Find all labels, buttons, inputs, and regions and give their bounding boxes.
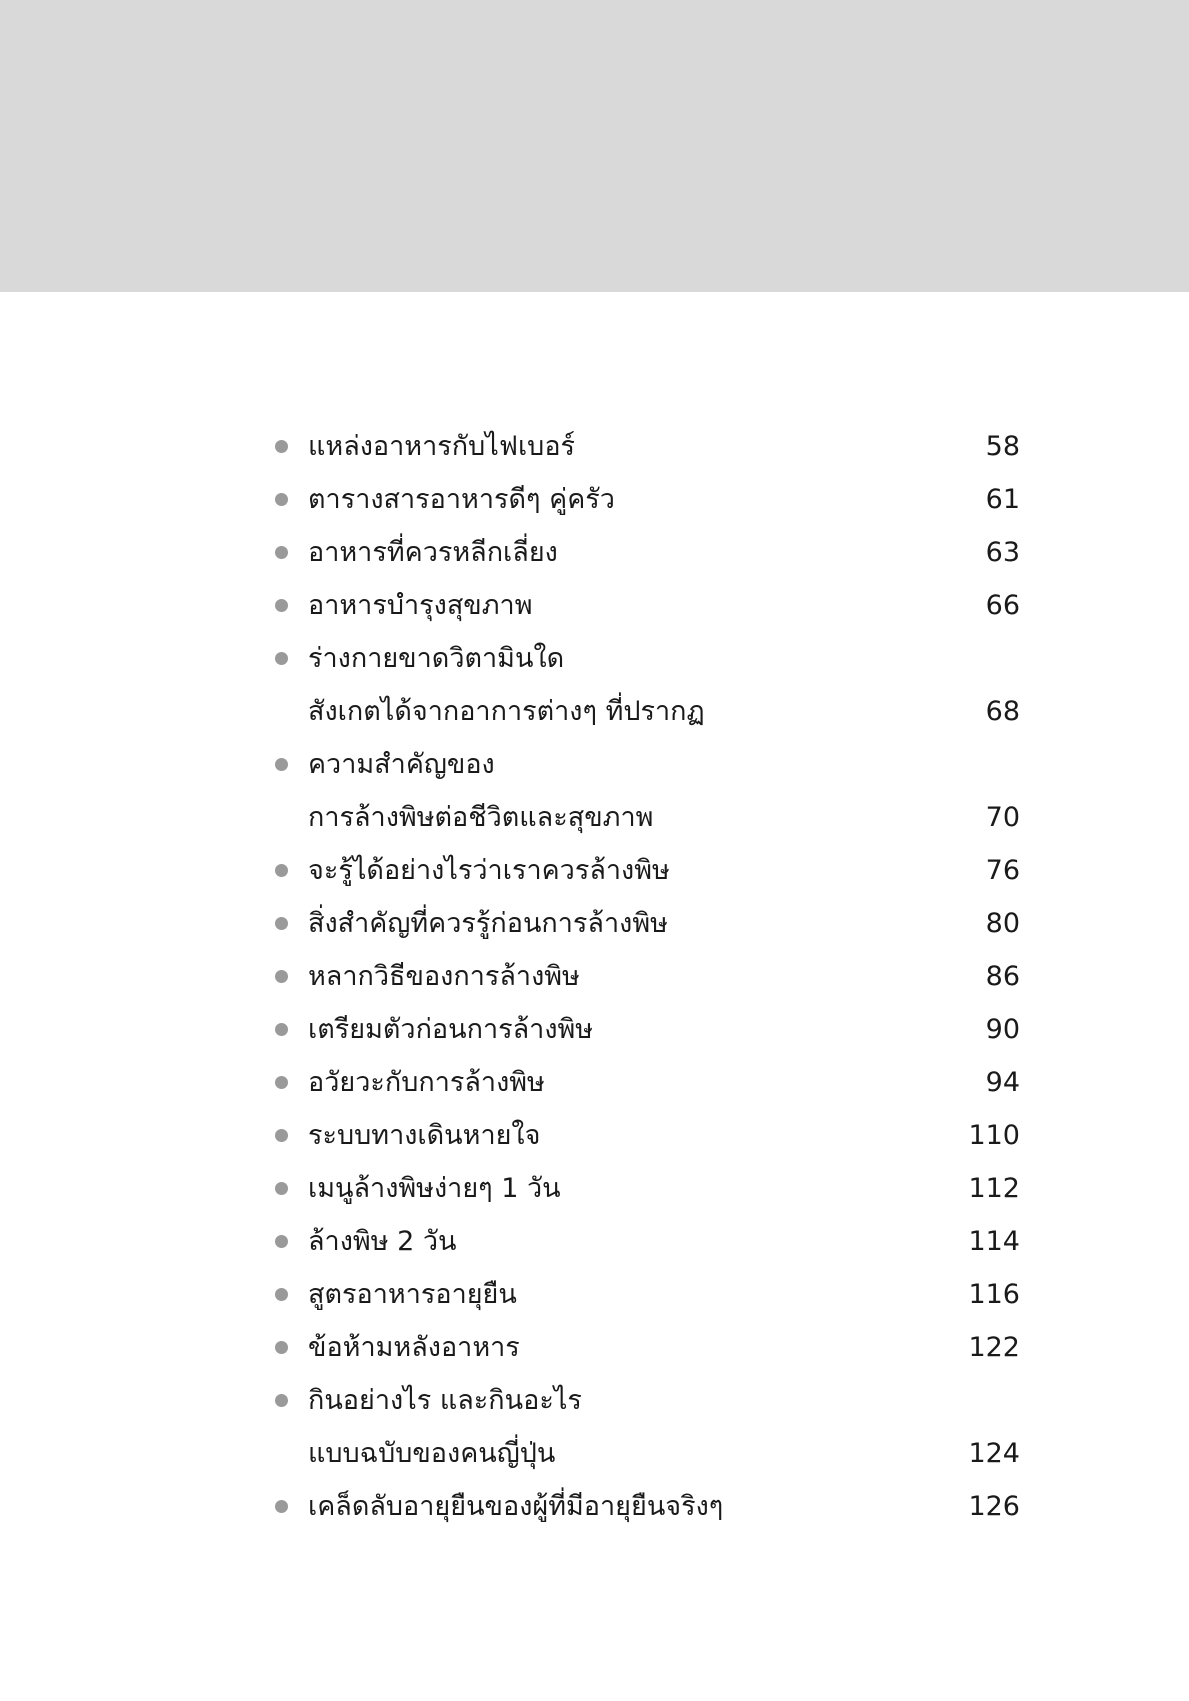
bullet-icon [275, 758, 288, 771]
toc-page-number: 63 [985, 537, 1020, 568]
toc-entry-title: เตรียมตัวก่อนการล้างพิษ [308, 1014, 594, 1045]
bullet-icon [275, 970, 288, 983]
toc-page-number: 76 [985, 855, 1020, 886]
toc-page-number: 61 [985, 484, 1020, 515]
toc-page-number: 114 [968, 1226, 1020, 1257]
toc-entry-title: อาหารบำรุงสุขภาพ [308, 590, 533, 621]
bullet-icon [275, 546, 288, 559]
toc-entry-title: ความสำคัญของ [308, 749, 495, 780]
toc-line [270, 1374, 1020, 1427]
toc-line [270, 1427, 1020, 1480]
bullet-icon [275, 1129, 288, 1142]
toc-entry-title: หลากวิธีของการล้างพิษ [308, 961, 580, 992]
toc-entry-title: เมนูล้างพิษง่ายๆ 1 วัน [308, 1173, 561, 1204]
header-band [0, 0, 1189, 292]
toc-page-number: 122 [968, 1332, 1020, 1363]
bullet-icon [275, 1023, 288, 1036]
toc-entry-title: จะรู้ได้อย่างไรว่าเราควรล้างพิษ [308, 855, 670, 886]
bullet-icon [275, 864, 288, 877]
toc-entry-title: อวัยวะกับการล้างพิษ [308, 1067, 545, 1098]
toc-line [270, 632, 1020, 685]
bullet-icon [275, 1182, 288, 1195]
toc-line [270, 526, 1020, 579]
toc-entry-title: แหล่งอาหารกับไฟเบอร์ [308, 431, 576, 462]
toc-line [270, 1480, 1020, 1533]
bullet-icon [275, 1076, 288, 1089]
bullet-icon [275, 493, 288, 506]
bullet-icon [275, 599, 288, 612]
toc-page-number: 110 [968, 1120, 1020, 1151]
toc-page-number: 58 [985, 431, 1020, 462]
toc-page-number: 86 [985, 961, 1020, 992]
toc-entry-title: ระบบทางเดินหายใจ [308, 1120, 541, 1151]
toc-line [270, 1003, 1020, 1056]
toc-page-number: 70 [985, 802, 1020, 833]
toc-line [270, 738, 1020, 791]
bullet-icon [275, 1235, 288, 1248]
toc-entry-title: เคล็ดลับอายุยืนของผู้ที่มีอายุยืนจริงๆ [308, 1491, 724, 1522]
toc-page-number: 90 [985, 1014, 1020, 1045]
toc-entry-title: ตารางสารอาหารดีๆ คู่ครัว [308, 484, 615, 515]
toc-line [270, 1268, 1020, 1321]
toc-line [270, 473, 1020, 526]
toc-entry-title: กินอย่างไร และกินอะไร [308, 1385, 582, 1416]
toc-line [270, 1321, 1020, 1374]
toc-line [270, 685, 1020, 738]
toc-entry-title: ล้างพิษ 2 วัน [308, 1226, 457, 1257]
toc-page-number: 126 [968, 1491, 1020, 1522]
toc-page-number: 66 [985, 590, 1020, 621]
toc-entry-title: ข้อห้ามหลังอาหาร [308, 1332, 520, 1363]
toc-page-number: 80 [985, 908, 1020, 939]
toc-entry-title: สิ่งสำคัญที่ควรรู้ก่อนการล้างพิษ [308, 908, 668, 939]
bullet-icon [275, 917, 288, 930]
toc-line [270, 579, 1020, 632]
toc-line [270, 420, 1020, 473]
toc-page-number: 116 [968, 1279, 1020, 1310]
toc-entry-title: อาหารที่ควรหลีกเลี่ยง [308, 537, 558, 568]
toc-page-number: 124 [968, 1438, 1020, 1469]
toc-entry-title: การล้างพิษต่อชีวิตและสุขภาพ [308, 802, 654, 833]
toc-line [270, 1215, 1020, 1268]
toc-page-number: 112 [968, 1173, 1020, 1204]
toc-entry-title: ร่างกายขาดวิตามินใด [308, 643, 565, 674]
bullet-icon [275, 1500, 288, 1513]
bullet-icon [275, 652, 288, 665]
toc-page-number: 68 [985, 696, 1020, 727]
bullet-icon [275, 1341, 288, 1354]
toc-page-number: 94 [985, 1067, 1020, 1098]
toc-line [270, 791, 1020, 844]
toc-line [270, 950, 1020, 1003]
toc-entry-title: สูตรอาหารอายุยืน [308, 1279, 517, 1310]
bullet-icon [275, 1288, 288, 1301]
toc-line [270, 1109, 1020, 1162]
toc-entry-title: แบบฉบับของคนญี่ปุ่น [308, 1438, 556, 1469]
toc-line [270, 1162, 1020, 1215]
toc-line [270, 897, 1020, 950]
toc-line [270, 1056, 1020, 1109]
toc-line [270, 844, 1020, 897]
bullet-icon [275, 1394, 288, 1407]
bullet-icon [275, 440, 288, 453]
table-of-contents [270, 420, 1020, 1533]
toc-entry-title: สังเกตได้จากอาการต่างๆ ที่ปรากฏ [308, 696, 705, 727]
